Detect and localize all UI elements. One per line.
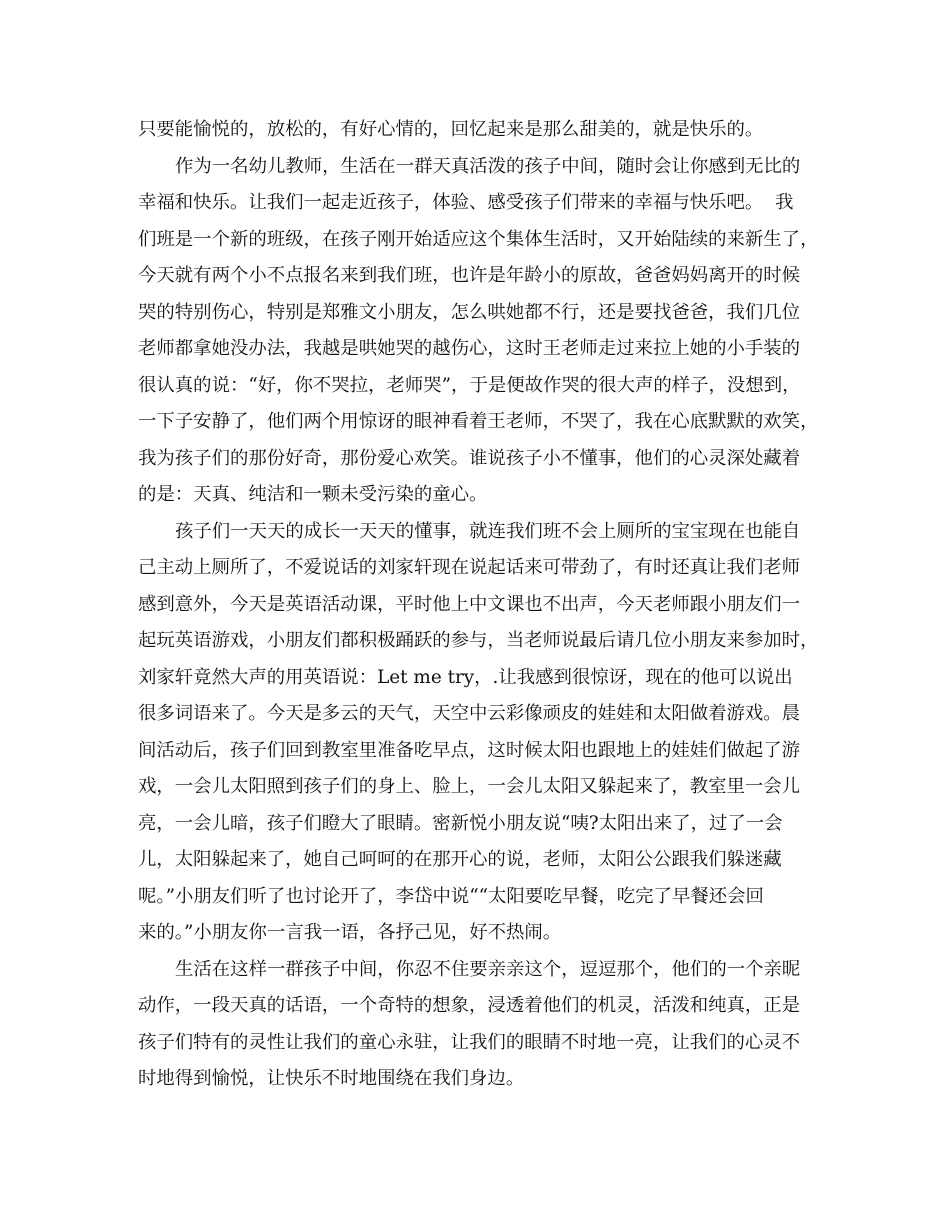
text-line: 很认真的说：“好，你不哭拉，老师哭”，于是便故作哭的很大声的样子，没想到， bbox=[138, 374, 801, 396]
text-line: 们班是一个新的班级，在孩子刚开始适应这个集体生活时，又开始陆续的来新生了， bbox=[138, 228, 819, 250]
text-line: 戏，一会儿太阳照到孩子们的身上、脸上，一会儿太阳又躲起来了，教室里一会儿 bbox=[138, 776, 801, 797]
text-line: 儿，太阳躲起来了，她自己呵呵的在那开心的说，老师，太阳公公跟我们躲迷藏 bbox=[138, 849, 782, 870]
text-line: 哭的特别伤心，特别是郑雅文小朋友，怎么哄她都不行，还是要找爸爸，我们几位 bbox=[138, 301, 801, 323]
text-line: 作为一名幼儿教师，生活在一群天真活泼的孩子中间，随时会让你感到无比的 bbox=[175, 155, 801, 177]
text-line: 幸福和快乐。让我们一起走近孩子，体验、感受孩子们带来的幸福与快乐吧。 我 bbox=[138, 192, 794, 213]
text-line: 老师都拿她没办法，我越是哄她哭的越伤心，这时王老师走过来拉上她的小手装的 bbox=[138, 338, 801, 359]
text-line: 孩子们特有的灵性让我们的童心永驻，让我们的眼睛不时地一亮，让我们的心灵不 bbox=[138, 1031, 801, 1053]
text-line: 己主动上厕所了，不爱说话的刘家轩现在说起话来可带劲了，有时还真让我们老师 bbox=[138, 557, 801, 578]
text-line: 今天就有两个小不点报名来到我们班，也许是年龄小的原故，爸爸妈妈离开的时候 bbox=[138, 265, 801, 286]
document-body bbox=[138, 112, 818, 1098]
text-line: 亮，一会儿暗，孩子们瞪大了眼睛。密新悦小朋友说“咦?太阳出来了，过了一会 bbox=[138, 812, 783, 834]
text-line: 刘家轩竟然大声的用英语说：Let me try，.让我感到很惊讶，现在的他可以说出 bbox=[138, 666, 793, 688]
text-line: 呢。”小朋友们听了也讨论开了，李岱中说““太阳要吃早餐，吃完了早餐还会回 bbox=[138, 885, 764, 907]
text-line: 的是：天真、纯洁和一颗未受污染的童心。 bbox=[138, 484, 488, 505]
text-line: 起玩英语游戏，小朋友们都积极踊跃的参与，当老师说最后请几位小朋友来参加时， bbox=[138, 630, 819, 651]
text-line: 很多词语来了。今天是多云的天气，天空中云彩像顽皮的娃娃和太阳做着游戏。晨 bbox=[138, 703, 801, 724]
text-line: 来的。”小朋友你一言我一语，各抒己见，好不热闹。 bbox=[138, 922, 562, 943]
text-line: 间活动后，孩子们回到教室里准备吃早点，这时候太阳也跟地上的娃娃们做起了游 bbox=[138, 739, 801, 761]
text-line: 时地得到愉悦，让快乐不时地围绕在我们身边。 bbox=[138, 1068, 525, 1089]
text-line: 我为孩子们的那份好奇，那份爱心欢笑。谁说孩子小不懂事，他们的心灵深处藏着 bbox=[138, 447, 801, 469]
text-line: 只要能愉悦的，放松的，有好心情的，回忆起来是那么甜美的，就是快乐的。 bbox=[138, 119, 764, 140]
text-line: 孩子们一天天的成长一天天的懂事，就连我们班不会上厕所的宝宝现在也能自 bbox=[175, 520, 801, 542]
text-line: 生活在这样一群孩子中间，你忍不住要亲亲这个，逗逗那个，他们的一个亲昵 bbox=[175, 958, 801, 980]
text-line: 动作，一段天真的话语，一个奇特的想象，浸透着他们的机灵，活泼和纯真，正是 bbox=[138, 995, 801, 1016]
text-line: 一下子安静了，他们两个用惊讶的眼神看着王老师，不哭了，我在心底默默的欢笑， bbox=[138, 411, 819, 432]
text-line: 感到意外，今天是英语活动课，平时他上中文课也不出声，今天老师跟小朋友们一 bbox=[138, 593, 801, 615]
